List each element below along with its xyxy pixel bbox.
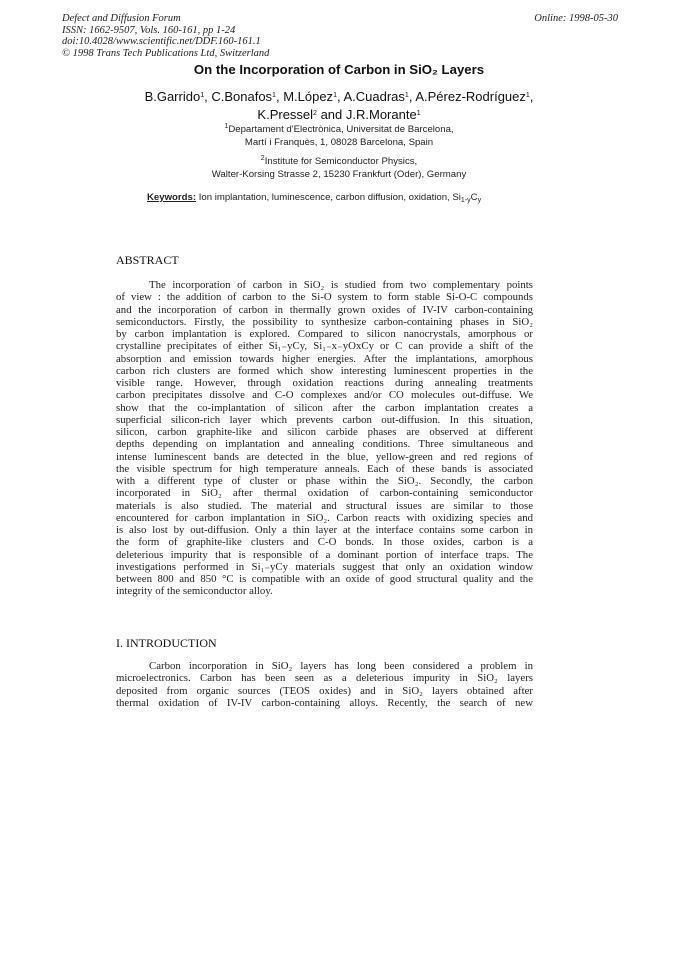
abstract-line: with a different type of cluster or phase within the SiO₂. Secondly, the carbon	[116, 475, 533, 487]
abstract-line: crystalline precipitates of either Si₁₋yCy, Si₁₋x₋yOxCy or C can provide a shift of the	[116, 340, 533, 353]
author-affil-mark: 1	[200, 92, 205, 99]
journal-copyright: © 1998 Trans Tech Publications Ltd, Switzerland	[62, 47, 270, 59]
affiliation-line	[0, 123, 678, 136]
author-separator: and	[316, 106, 346, 122]
introduction-body	[116, 660, 533, 709]
abstract-line: integrity of the semiconductor alloy.	[116, 585, 273, 598]
author-line-1	[0, 88, 678, 106]
abstract-line: intense luminescent bands are detected in the blue, yellow-green and red regions of	[116, 450, 533, 463]
journal-name: Defect and Diffusion Forum	[62, 13, 181, 24]
affiliation-mark: 1	[224, 123, 229, 130]
author: J.R.Morante	[345, 106, 417, 122]
abstract-line: investigations performed in Si₁₋yCy materials suggest that only an oxidation window	[116, 560, 533, 573]
abstract-line: semiconductors. Firstly, the possibility to synthesize carbon-containing phases in SiO₂	[116, 315, 533, 328]
journal-issn: ISSN: 1662-9507, Vols. 160-161, pp 1-24	[62, 24, 236, 36]
affiliation-line	[0, 155, 678, 168]
author-separator: ,	[529, 89, 534, 104]
introduction-line: Carbon incorporation in SiO₂ layers has long been considered a problem in	[149, 660, 533, 672]
author: M.López	[283, 89, 334, 104]
affiliation-text: Departament d'Electrònica, Universitat de Barcelona,	[228, 124, 454, 135]
introduction-heading: I. INTRODUCTION	[116, 636, 217, 650]
abstract-line: encountered for carbon implantation in SiO₂. Carbon reacts with oxidizing species and	[116, 511, 533, 524]
abstract-line: The incorporation of carbon in SiO₂ is studied from two complementary points	[149, 279, 533, 291]
author-separator: ,	[204, 89, 212, 104]
affiliation-1	[0, 123, 678, 149]
abstract-line: and the incorporation of carbon in thermally grown oxides of IV-IV carbon-containing	[116, 303, 533, 316]
abstract-line: silicon, carbon graphite-like and silicon carbide phases are observed at different	[116, 426, 533, 438]
abstract-line: carbon precipitates dissolve and C-O complexes and/or CO molecules out-diffuse. We	[116, 389, 533, 402]
online-date: Online: 1998-05-30	[534, 13, 618, 24]
keywords-subscript: y	[477, 197, 482, 204]
author-line-2	[0, 106, 678, 124]
abstract-line: the form of graphite-like clusters and C-O bonds. In those oxides, carbon is a	[116, 536, 533, 549]
abstract-heading: ABSTRACT	[116, 253, 179, 267]
introduction-line: microelectronics. Carbon has been seen as a deleterious impurity in SiO₂ layers	[116, 672, 533, 685]
affiliation-line: Walter-Korsing Strasse 2, 15230 Frankfurt (Oder), Germany	[211, 169, 467, 180]
author-affil-mark: 1	[416, 109, 421, 117]
abstract-line: of view : the addition of carbon to the Si-O system to form stable Si-O-C compounds	[116, 291, 533, 304]
abstract-line: absorption and emission towards higher energies. After the implantations, amorphous	[116, 352, 533, 365]
abstract-line: materials is also studied. The material and structural issues are similar to those	[116, 499, 533, 512]
author-separator: ,	[275, 89, 284, 104]
affiliation-line: Martí i Franquès, 1, 08028 Barcelona, Spain	[244, 137, 434, 148]
author-affil-mark: 1	[525, 92, 530, 99]
author-separator: ,	[408, 89, 416, 104]
keywords-subscript: 1-y	[460, 197, 471, 204]
abstract-line: the visible spectrum for high temperature anneals. Each of these bands is associated	[116, 462, 533, 475]
keywords-text: Ion implantation, luminescence, carbon diffusion, oxidation, Si	[196, 192, 461, 203]
introduction-line: deposited from organic sources (TEOS oxides) and in SiO₂ layers obtained after	[116, 684, 533, 697]
abstract-line: incorporated in SiO₂ after thermal oxidation of carbon-containing semiconductor	[116, 487, 533, 500]
keywords	[147, 192, 481, 203]
introduction-line: thermal oxidation of IV-IV carbon-containing alloys. Recently, the search of new	[116, 696, 533, 709]
author-affil-mark: 2	[313, 109, 317, 117]
abstract-line: depths depending on implantation and annealing conditions. Three simultaneous and	[116, 438, 533, 451]
keywords-label: Keywords:	[147, 192, 197, 203]
author-affil-mark: 1	[404, 92, 409, 99]
author: C.Bonafos	[211, 89, 273, 104]
abstract-line: carbon rich clusters are formed which show interesting luminescent properties in the	[116, 364, 533, 377]
affiliation-mark: 2	[260, 155, 265, 162]
author-affil-mark: 1	[333, 92, 337, 99]
affiliation-text: Institute for Semiconductor Physics,	[264, 156, 418, 167]
abstract-body	[116, 279, 533, 598]
abstract-line: show that the co-implantation of silicon after the carbon implantation creates a	[116, 401, 533, 414]
abstract-line: superficial silicon-rich layer which prevents carbon out-diffusion. In this situation,	[116, 413, 533, 426]
author-separator: ,	[336, 89, 344, 104]
abstract-line: is also lost by out-diffusion. Only a thin layer at the interface contains some carbon in	[116, 524, 533, 536]
abstract-line: visible range. However, through oxidation reactions during annealing treatments	[116, 377, 533, 389]
author-affil-mark: 1	[272, 92, 276, 99]
author: A.Cuadras	[343, 89, 405, 104]
paper-title: On the Incorporation of Carbon in SiO₂ Layers	[193, 62, 485, 77]
abstract-line: by carbon implantation is explored. Compared to silicon nanocrystals, amorphous or	[116, 328, 533, 340]
author: K.Pressel	[257, 106, 314, 122]
keywords-text-tail: C	[470, 192, 478, 203]
author: B.Garrido	[144, 89, 201, 104]
journal-doi[interactable]: doi:10.4028/www.scientific.net/DDF.160-161.1	[62, 36, 261, 48]
affiliation-2	[0, 155, 678, 181]
author-list	[0, 88, 678, 123]
author: A.Pérez-Rodríguez	[415, 89, 526, 104]
journal-citation	[62, 13, 269, 59]
abstract-line: between 800 and 850 °C is compatible with an oxide of good structural quality and the	[116, 573, 533, 585]
abstract-line: deleterious impurity that is responsible of a dominant portion of interface traps. The	[116, 548, 533, 561]
